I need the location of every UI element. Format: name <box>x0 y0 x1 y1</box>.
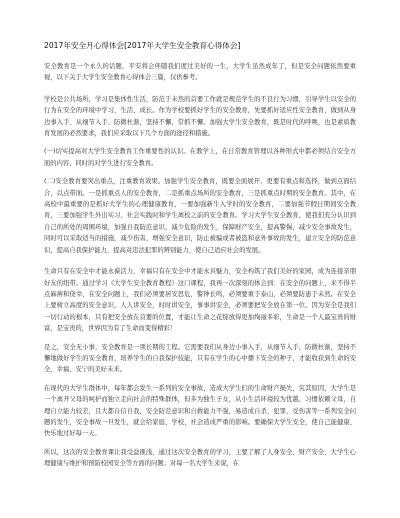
intro-paragraph: 安全教育是一个永久的话题，平安将会伴随我们度过美好的一生，大学生虽然成年了，但是安全问题依然要重视，以下关于大学生安全教育心得体会三篇，仅供参考。 <box>44 63 356 82</box>
body-paragraph-6: 在现代的大学生群体中，每年都会发生一系列的安全事故，造成大学生们的生命财产损失，究其原因，大学生是一个离开父母的呵护而独立走向社会的特殊群体，但多为独生子女，从小生活环境较为优越，习惯依赖父母，自理自立能力较差，且大都自信自我，安全防范意识和自救能力不强，易造成自杀、犯罪、受伤害等一系列安全问题的发生，安全事故一旦发生，就会给家庭、学校、社会造成严重的影响。要确保大学生安全，使自己能健康、快乐地过好每一天。 <box>44 384 356 438</box>
body-paragraph-4: 生命只有在安全中才能永葆活力，幸福只有在安全中才能永具魅力，安全构筑了我们美好的家园，成为连接亲朋好友的纽带。通过学习《大学生安全教育教程》这门课程，我再一次深刻的体会到：在安全的问题上，来不得半点麻痹和侥幸，在安全问题上，我们必须要居安思危，警钟长鸣，必须要重于泰山，必须要防患于未然。在安全上要树立高度的安全意识，人人讲安全，时时讲安全，事事讲安全，必须要把安全放在第一位。因为安全是我们一切行动的根本，只有把安全放在首要的位置，才能让生命之花绽放得更加绚丽多彩，生命是一个人最宝贵的财富，是宝贵的，世界因为有了生命而变得精彩！ <box>44 268 356 333</box>
document-title: 2017年安全月心得体会[2017年大学生安全教育心得体会] <box>44 41 241 50</box>
body-paragraph-5: 是之，安全无小事，安全教育是一项长期的工程。它需要我们从身边小事入手，从细节入手，防微杜渐，坚持不懈地做好学生的安全教育，培养学生的自我保护技能，只有在学生的心中播下安全的种子，才能收获到生命的安全，幸福、安宁的美好未来。 <box>44 343 356 374</box>
body-paragraph-2: (一)切实提高对大学生安全教育工作重要性的认识。在教学上，在日常教育管理以各种形式中都必须结合安全方面的内容，同时的对学生进行安全教育。 <box>44 148 356 167</box>
body-paragraph-3: (二)安全教育要突出重点，注重教育效果。加强学生安全教育，既要全面展开，更要有重点和选择，做到点面结合，以点带面。一是抓重点人的安全教育，二是抓重点场所的安全教育，三是抓重点时期的安全教育。其中，在高校中最重要的是抓好大学生的心理健康教育，一要加强新生入学时的安全教育，二要加强节假日期间安全教育，三要加强学生外出实习、社会实践时和学生离校之前的安全教育。学习大学生安全教育，使我们充分认识到自己的所处的周围环境，加强自我防范意识，减少危险的发生，保障财产安全，提高警惕，减少安全事故发生，同时可以采取适当的措施，减少伤害，增强安全意识，防止被骗或者被盗和意外事故的发生，建立安全的防范意识，提高自我保护能力，提高对违法犯罪的辨别能力，使自己适应社会的发展。 <box>44 178 356 254</box>
body-paragraph-7: 所以，这次的安全教育课让我受益匪浅，通过这次安全教育的学习，主要了解了人身安全、财产安全、大学生心理健康与维护和预防校园安全等方面的问题；对每一名大学生来说，在 <box>44 448 356 468</box>
body-paragraph-1: 学校是公共场所，学习是集体性生活，防范于未然的首要工作就是规范学生的不良行为习惯，引导学生以安全的行为在安全的环境中学习、生活、成长。作为学校要抓好学生的安全教育，先要抓好适应性安全教育，做到从身边事入手、从细节入手、防微杜渐，坚持不懈，常抓不懈。加强大学生安全教育，既是时代的呼唤，也是素质教育发展的必然要求，我们应采取以下几个方面的途径和措施。 <box>44 95 356 138</box>
